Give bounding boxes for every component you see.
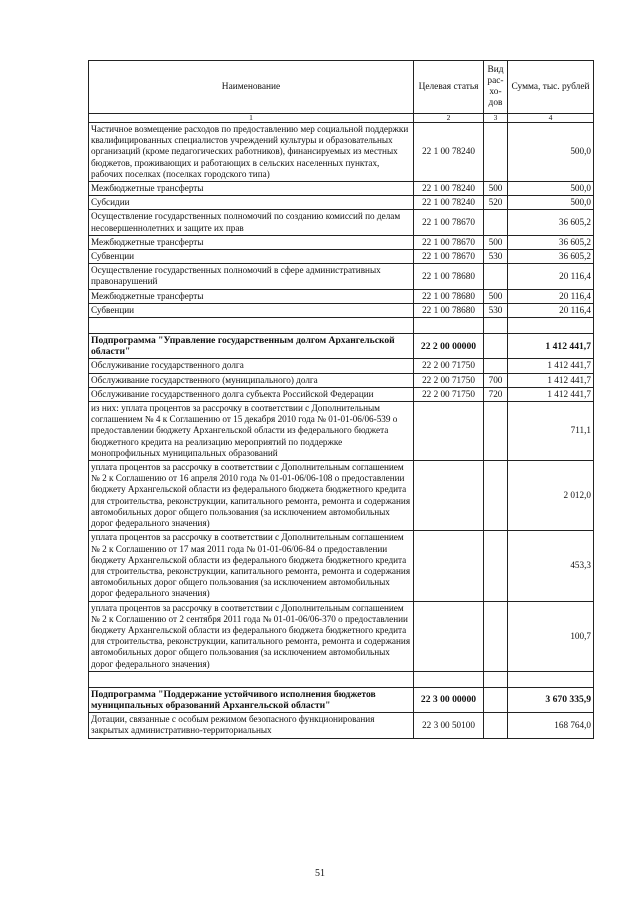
row-sum: 711,1 (508, 402, 594, 461)
row-sum: 1 412 441,7 (508, 373, 594, 387)
column-number: 4 (508, 114, 594, 123)
column-number: 2 (414, 114, 484, 123)
table-row (89, 402, 594, 461)
row-code (414, 461, 484, 531)
row-name: уплата процентов за рассрочку в соответствии с Дополнительным соглашением № 2 к Соглашению от 17 мая 2011 года № 01-01-06/06-84 о предоставлении бюджету Архангельской области из федерального бюджета бюджетного кредита для строительства, реконструкции, капитального ремонта, ремонта и содержания автомобильных дорог общего пользования (за исключением автомобильных дорог федерального значения) (89, 531, 414, 601)
row-sum: 20 116,4 (508, 303, 594, 317)
table-row (89, 461, 594, 531)
table-row (89, 713, 594, 738)
row-code: 22 2 00 71750 (414, 373, 484, 387)
row-code: 22 2 00 71750 (414, 359, 484, 373)
spacer-row (89, 318, 594, 334)
row-type: 520 (484, 196, 508, 210)
header-row (89, 61, 594, 114)
row-code: 22 1 00 78680 (414, 303, 484, 317)
row-type: 500 (484, 182, 508, 196)
table-row (89, 531, 594, 601)
row-type (484, 123, 508, 182)
row-sum: 100,7 (508, 601, 594, 671)
table-row (89, 264, 594, 289)
row-code: 22 3 00 00000 (414, 687, 484, 712)
row-sum: 36 605,2 (508, 235, 594, 249)
row-name: Субвенции (89, 303, 414, 317)
row-name: Частичное возмещение расходов по предоставлению мер социальной поддержки квалифицированных специалистов учреждений культуры и образовательных организаций (кроме педагогических работников), финансируемых из местных бюджетов, проживающих и работающих в сельских населенных пунктах, рабочих поселках (поселках городского типа) (89, 123, 414, 182)
row-sum: 2 012,0 (508, 461, 594, 531)
header-name: Наименование (89, 61, 414, 114)
table-row (89, 235, 594, 249)
row-sum: 36 605,2 (508, 250, 594, 264)
row-code: 22 1 00 78240 (414, 182, 484, 196)
row-name: из них: уплата процентов за рассрочку в соответствии с Дополнительным соглашением № 4 к Соглашению от 15 декабря 2010 года № 01-01-06/06-539 о предоставлении бюджету Архангельской области из федерального бюджета бюджетного кредита на реализацию мероприятий по поддержке монопрофильных муниципальных образований (89, 402, 414, 461)
row-code: 22 1 00 78680 (414, 289, 484, 303)
row-sum: 20 116,4 (508, 289, 594, 303)
row-sum: 20 116,4 (508, 264, 594, 289)
row-code: 22 1 00 78670 (414, 235, 484, 249)
row-code (414, 601, 484, 671)
row-name: Субвенции (89, 250, 414, 264)
row-name: уплата процентов за рассрочку в соответствии с Дополнительным соглашением № 2 к Соглашению от 16 апреля 2010 года № 01-01-06/06-108 о предоставлении бюджету Архангельской области из федерального бюджета бюджетного кредита для строительства, реконструкции, капитального ремонта, ремонта и содержания автомобильных дорог общего пользования (за исключением автомобильных дорог федерального значения) (89, 461, 414, 531)
row-name: Подпрограмма "Поддержание устойчивого исполнения бюджетов муниципальных образований Архангельской области" (89, 687, 414, 712)
row-sum: 500,0 (508, 196, 594, 210)
column-number-row (89, 114, 594, 123)
row-code: 22 1 00 78680 (414, 264, 484, 289)
header-sum: Сумма, тыс. рублей (508, 61, 594, 114)
row-code: 22 2 00 71750 (414, 387, 484, 401)
row-name: Межбюджетные трансферты (89, 235, 414, 249)
row-sum: 500,0 (508, 182, 594, 196)
row-sum: 1 412 441,7 (508, 387, 594, 401)
row-name: Межбюджетные трансферты (89, 182, 414, 196)
row-name: Обслуживание государственного долга субъекта Российской Федерации (89, 387, 414, 401)
row-type: 700 (484, 373, 508, 387)
row-code: 22 1 00 78240 (414, 123, 484, 182)
column-number: 1 (89, 114, 414, 123)
row-type (484, 713, 508, 738)
budget-table (88, 60, 594, 739)
table-row (89, 210, 594, 235)
row-name: Подпрограмма "Управление государственным долгом Архангельской области" (89, 334, 414, 359)
row-sum: 453,3 (508, 531, 594, 601)
row-code: 22 1 00 78670 (414, 250, 484, 264)
table-row (89, 196, 594, 210)
row-name: Субсидии (89, 196, 414, 210)
table-row (89, 182, 594, 196)
table-row (89, 303, 594, 317)
page-number: 51 (315, 868, 325, 879)
row-type (484, 210, 508, 235)
row-name: Межбюджетные трансферты (89, 289, 414, 303)
row-type: 720 (484, 387, 508, 401)
row-sum: 500,0 (508, 123, 594, 182)
row-name: Осуществление государственных полномочий по созданию комиссий по делам несовершеннолетних и защите их прав (89, 210, 414, 235)
spacer-row (89, 671, 594, 687)
row-type (484, 687, 508, 712)
row-type: 500 (484, 235, 508, 249)
row-type (484, 601, 508, 671)
table-row (89, 601, 594, 671)
row-name: Обслуживание государственного долга (89, 359, 414, 373)
table-row (89, 289, 594, 303)
row-type: 530 (484, 250, 508, 264)
row-type (484, 334, 508, 359)
row-sum: 36 605,2 (508, 210, 594, 235)
row-name: уплата процентов за рассрочку в соответствии с Дополнительным соглашением № 2 к Соглашению от 2 сентября 2011 года № 01-01-06/06-370 о предоставлении бюджету Архангельской области из федерального бюджета бюджетного кредита для строительства, реконструкции, капитального ремонта, ремонта и содержания автомобильных дорог общего пользования (за исключением автомобильных дорог федерального значения) (89, 601, 414, 671)
row-type: 500 (484, 289, 508, 303)
subprogram-row (89, 334, 594, 359)
row-sum: 1 412 441,7 (508, 359, 594, 373)
row-type (484, 531, 508, 601)
row-name: Обслуживание государственного (муниципального) долга (89, 373, 414, 387)
row-code: 22 1 00 78670 (414, 210, 484, 235)
row-code (414, 531, 484, 601)
table-row (89, 250, 594, 264)
row-name: Дотации, связанные с особым режимом безопасного функционирования закрытых административно-территориальных (89, 713, 414, 738)
column-number: 3 (484, 114, 508, 123)
subprogram-row (89, 687, 594, 712)
row-sum: 168 764,0 (508, 713, 594, 738)
header-type: Вид рас-хо-дов (484, 61, 508, 114)
row-type (484, 359, 508, 373)
row-type (484, 264, 508, 289)
row-code: 22 1 00 78240 (414, 196, 484, 210)
row-code (414, 402, 484, 461)
table-row (89, 123, 594, 182)
table-row (89, 359, 594, 373)
table-row (89, 373, 594, 387)
row-sum: 1 412 441,7 (508, 334, 594, 359)
row-type (484, 461, 508, 531)
table-row (89, 387, 594, 401)
row-name: Осуществление государственных полномочий в сфере административных правонарушений (89, 264, 414, 289)
header-code: Целевая статья (414, 61, 484, 114)
row-type: 530 (484, 303, 508, 317)
row-sum: 3 670 335,9 (508, 687, 594, 712)
row-code: 22 3 00 50100 (414, 713, 484, 738)
row-type (484, 402, 508, 461)
row-code: 22 2 00 00000 (414, 334, 484, 359)
